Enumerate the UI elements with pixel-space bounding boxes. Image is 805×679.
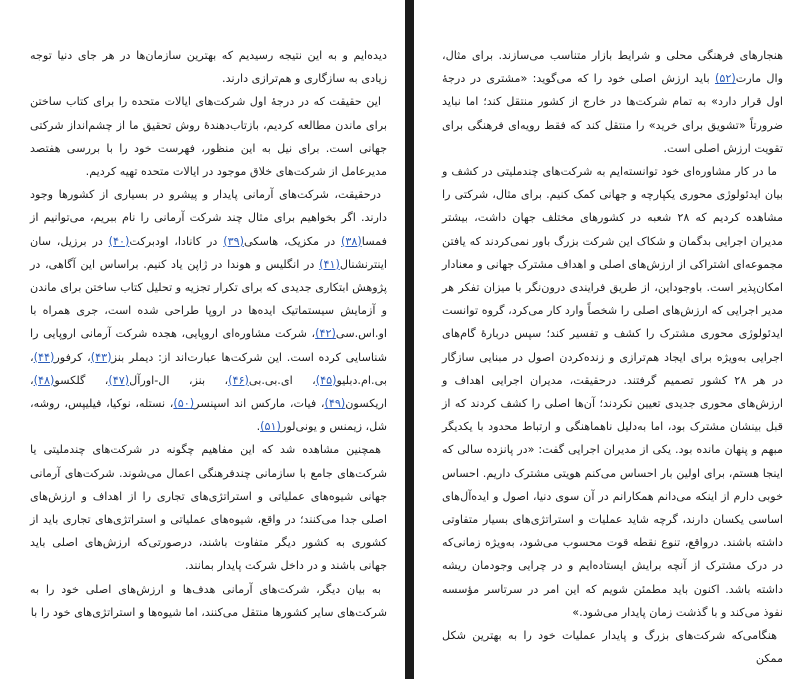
footnote-reference-link[interactable]: (۴۸) (33, 373, 55, 387)
footnote-reference-link[interactable]: (۵۲) (714, 72, 736, 86)
footnote-reference-link[interactable]: (۳۹) (223, 234, 244, 248)
paragraph-text: همچنین مشاهده شد که این مفاهیم چگونه در شرکت‌های چندملیتی یا شرکت‌های جامع با سازمانی چندفرهنگی اعمال می‌شوند. شرکت‌های آرمانی جهانی شیوه‌های عملیاتی و استراتژی‌های تجاری را از اهداف و ارزش‌های اصلی جدا می‌کنند؛ در واقع، شیوه‌های عملیاتی و استراتژی‌های تجاری باید از کشوری به کشور دیگر متفاوت باشند، درصورتی‌که ارزش‌های اصلی باید جهانی باشند و در داخل شرکت پایدار بمانند. (30, 443, 387, 573)
footnote-reference-link[interactable]: (۳۸) (341, 234, 362, 248)
paragraph-text: به بیان دیگر، شرکت‌های آرمانی هدف‌ها و ارزش‌های اصلی خود را به شرکت‌های سایر کشورها منتقل می‌کنند، اما شیوه‌ها و استراتژی‌های خود را با (30, 582, 387, 619)
paragraph-text: ، گلکسو (54, 373, 109, 387)
paragraph-text: ، نستله، نوکیا، فیلیپس، روشه، شل، زیمنس و یونی‌لور (30, 397, 387, 434)
footnote-reference-link[interactable]: (۴۶) (228, 373, 249, 387)
footnote-reference-link[interactable]: (۴۱) (319, 257, 340, 271)
paragraph-text: دیده‌ایم و به این نتیجه رسیدیم که بهترین سازمان‌ها در هر جای دنیا توجه زیادی به سازگاری و هم‌ترازی دارند. (30, 49, 387, 86)
paragraph (30, 44, 387, 90)
paragraph-text: . (256, 420, 261, 434)
paragraph (30, 438, 387, 577)
paragraph-text: باید ارزش اصلی خود را که می‌گوید: «مشتری در درجهٔ اول قرار دارد» به تمام شرکت‌ها در خارج از کشور منتقل کند؛ اما نباید ضرورتاً «تشویق برای خرید» را منتقل کند که فقط رویه‌ای فرهنگی برای تقویت ارزش اصلی است. (442, 72, 783, 155)
book-gutter (405, 0, 414, 679)
paragraph-text: در انگلیس و هوندا در ژاپن یاد کنیم. براساس این آگاهی، در پژوهش ابتکاری جدیدی که برای تکرار تجزیه و تحلیل کتاب ساختن برای ماندن و آزمایش سیستماتیک ایده‌ها در اروپا طراحی شده است، جری همراه با او.اس.سی (30, 257, 387, 341)
paragraph-text: این حقیقت که در درجهٔ اول شرکت‌های ایالات متحده را برای کتاب ساختن برای ماندن مطالعه کردیم، بازتاب‌دهندهٔ روش تحقیق ما از چشم‌انداز شرکتی جهانی است. برای نیل به این منظور، فهرست خود را با بررسی هفتصد مدیرعامل از شرکت‌های خلاق موجود در ایالات متحده تهیه کردیم. (30, 95, 387, 179)
paragraph-text: در برزیل، سان اینترنشنال (30, 234, 387, 271)
paragraph (30, 578, 387, 624)
paragraph (442, 44, 783, 160)
paragraph-text: هنجارهای فرهنگی محلی و شرایط بازار متناسب می‌سازند. برای مثال، وال مارت (442, 49, 783, 86)
paragraph-text: ، کرفور (54, 350, 91, 364)
paragraph (442, 160, 783, 624)
paragraph-text: درحقیقت، شرکت‌های آرمانی پایدار و پیشرو در بسیاری از کشورها وجود دارند. اگر بخواهیم برای مثال چند شرکت آرمانی را نام ببریم، می‌توانیم از فمسا (30, 188, 387, 248)
paragraph-text: ، بی.ام.دبلیو (30, 350, 388, 387)
footnote-reference-link[interactable]: (۴۲) (315, 327, 336, 341)
paragraph-text: ، اریکسون (30, 373, 387, 411)
paragraph-text: ، ای.بی.بی (248, 373, 316, 387)
page-right-text (442, 44, 783, 670)
footnote-reference-link[interactable]: (۴۰) (108, 234, 130, 248)
footnote-reference-link[interactable]: (۴۷) (108, 373, 130, 387)
paragraph-text: هنگامی‌که شرکت‌های بزرگ و پایدار عملیات خود را به بهترین شکل ممکن (442, 629, 783, 666)
footnote-reference-link[interactable]: (۴۹) (324, 397, 346, 411)
footnote-reference-link[interactable]: (۴۴) (33, 350, 55, 364)
page-right (414, 0, 805, 679)
footnote-reference-link[interactable]: (۵۰) (173, 397, 195, 411)
paragraph-text: ما در کار مشاوره‌ای خود توانسته‌ایم به شرکت‌های چندملیتی در کشف و بیان ایدئولوژی محوری یکپارچه و جهانی کمک کنیم. برای مثال، شرکتی را مشاهده کردیم که ۲۸ شعبه در کشورهای مختلف جهان داشت، بیشتر مدیران اجرایی بدگمان و شکاک این شرکت بزرگ باور نمی‌کردند که یافتن مجموعه‌ای اشتراکی از ارزش‌های اصلی و اهداف مشترک جهانی و معنادار امکان‌پذیر است. باوجوداین، از طریق فرایندی درون‌نگر با میزان تفکر هر مدیر اجرایی که ارزش‌های اصلی را شخصاً وارد کار می‌کرد، گروه توانست ایدئولوژی محوری مشترک را کشف و تفسیر کند؛ سپس دربارهٔ گام‌های اجرایی به‌ویژه برای ایجاد هم‌ترازی و زنده‌کردن اصول در مبنایی سازگار در هر ۲۸ کشور تصمیم گرفتند. درحقیقت، مدیران اجرایی اهداف و ارزش‌های محوری جدیدی تعیین نکردند؛ آن‌ها اصلی را کشف کردند که از قبل بینشان مشترک بود، اما به‌دلیل ناهماهنگی و ارتباط محدود با یکدیگر مبهم و پنهان مانده بود. یکی از مدیران اجرایی گفت: «در پانزده سالی که اینجا هستم، برای اولین بار احساس می‌کنم هویتی مشترک داریم. احساس خوبی دارم از اینکه می‌دانم همکارانم در آن سوی دنیا، اصول و ایده‌آل‌های اساسی یکسان دارند، گرچه شاید عملیات و استراتژی‌های بسیار متفاوتی داشته باشند. درواقع، تنوع نقطه قوت محسوب می‌شود، به‌ویژه زمانی‌که در درک مشترک از آنچه برایش ایستاده‌ایم و در چرایی وجودمان ریشه داشته باشد. اکنون باید مطمئن شویم که این امر در سرتاسر مؤسسه نفوذ می‌کند و با گذشت زمان پایدار می‌شود.» (442, 165, 783, 619)
paragraph (442, 624, 783, 670)
footnote-reference-link[interactable]: (۵۱) (260, 420, 281, 434)
paragraph-text: در مکزیک، هاسکی (243, 234, 341, 248)
paragraph-text: در کانادا، اودبرکت (129, 234, 224, 248)
paragraph-text: ، فیات، مارکس اند اسپنسر (194, 397, 325, 411)
footnote-reference-link[interactable]: (۴۵) (315, 373, 337, 387)
paragraph (30, 90, 387, 183)
paragraph (30, 183, 387, 438)
paragraph-text: ، شرکت مشاوره‌ای اروپایی، هجده شرکت آرمانی اروپایی را شناسایی کرده است. این شرکت‌ها عبارت‌اند از: دیملر بنز (30, 327, 387, 364)
paragraph-text: ، بنز، ال-اورآل (129, 373, 229, 387)
page-left-text (30, 44, 387, 624)
footnote-reference-link[interactable]: (۴۳) (90, 350, 112, 364)
